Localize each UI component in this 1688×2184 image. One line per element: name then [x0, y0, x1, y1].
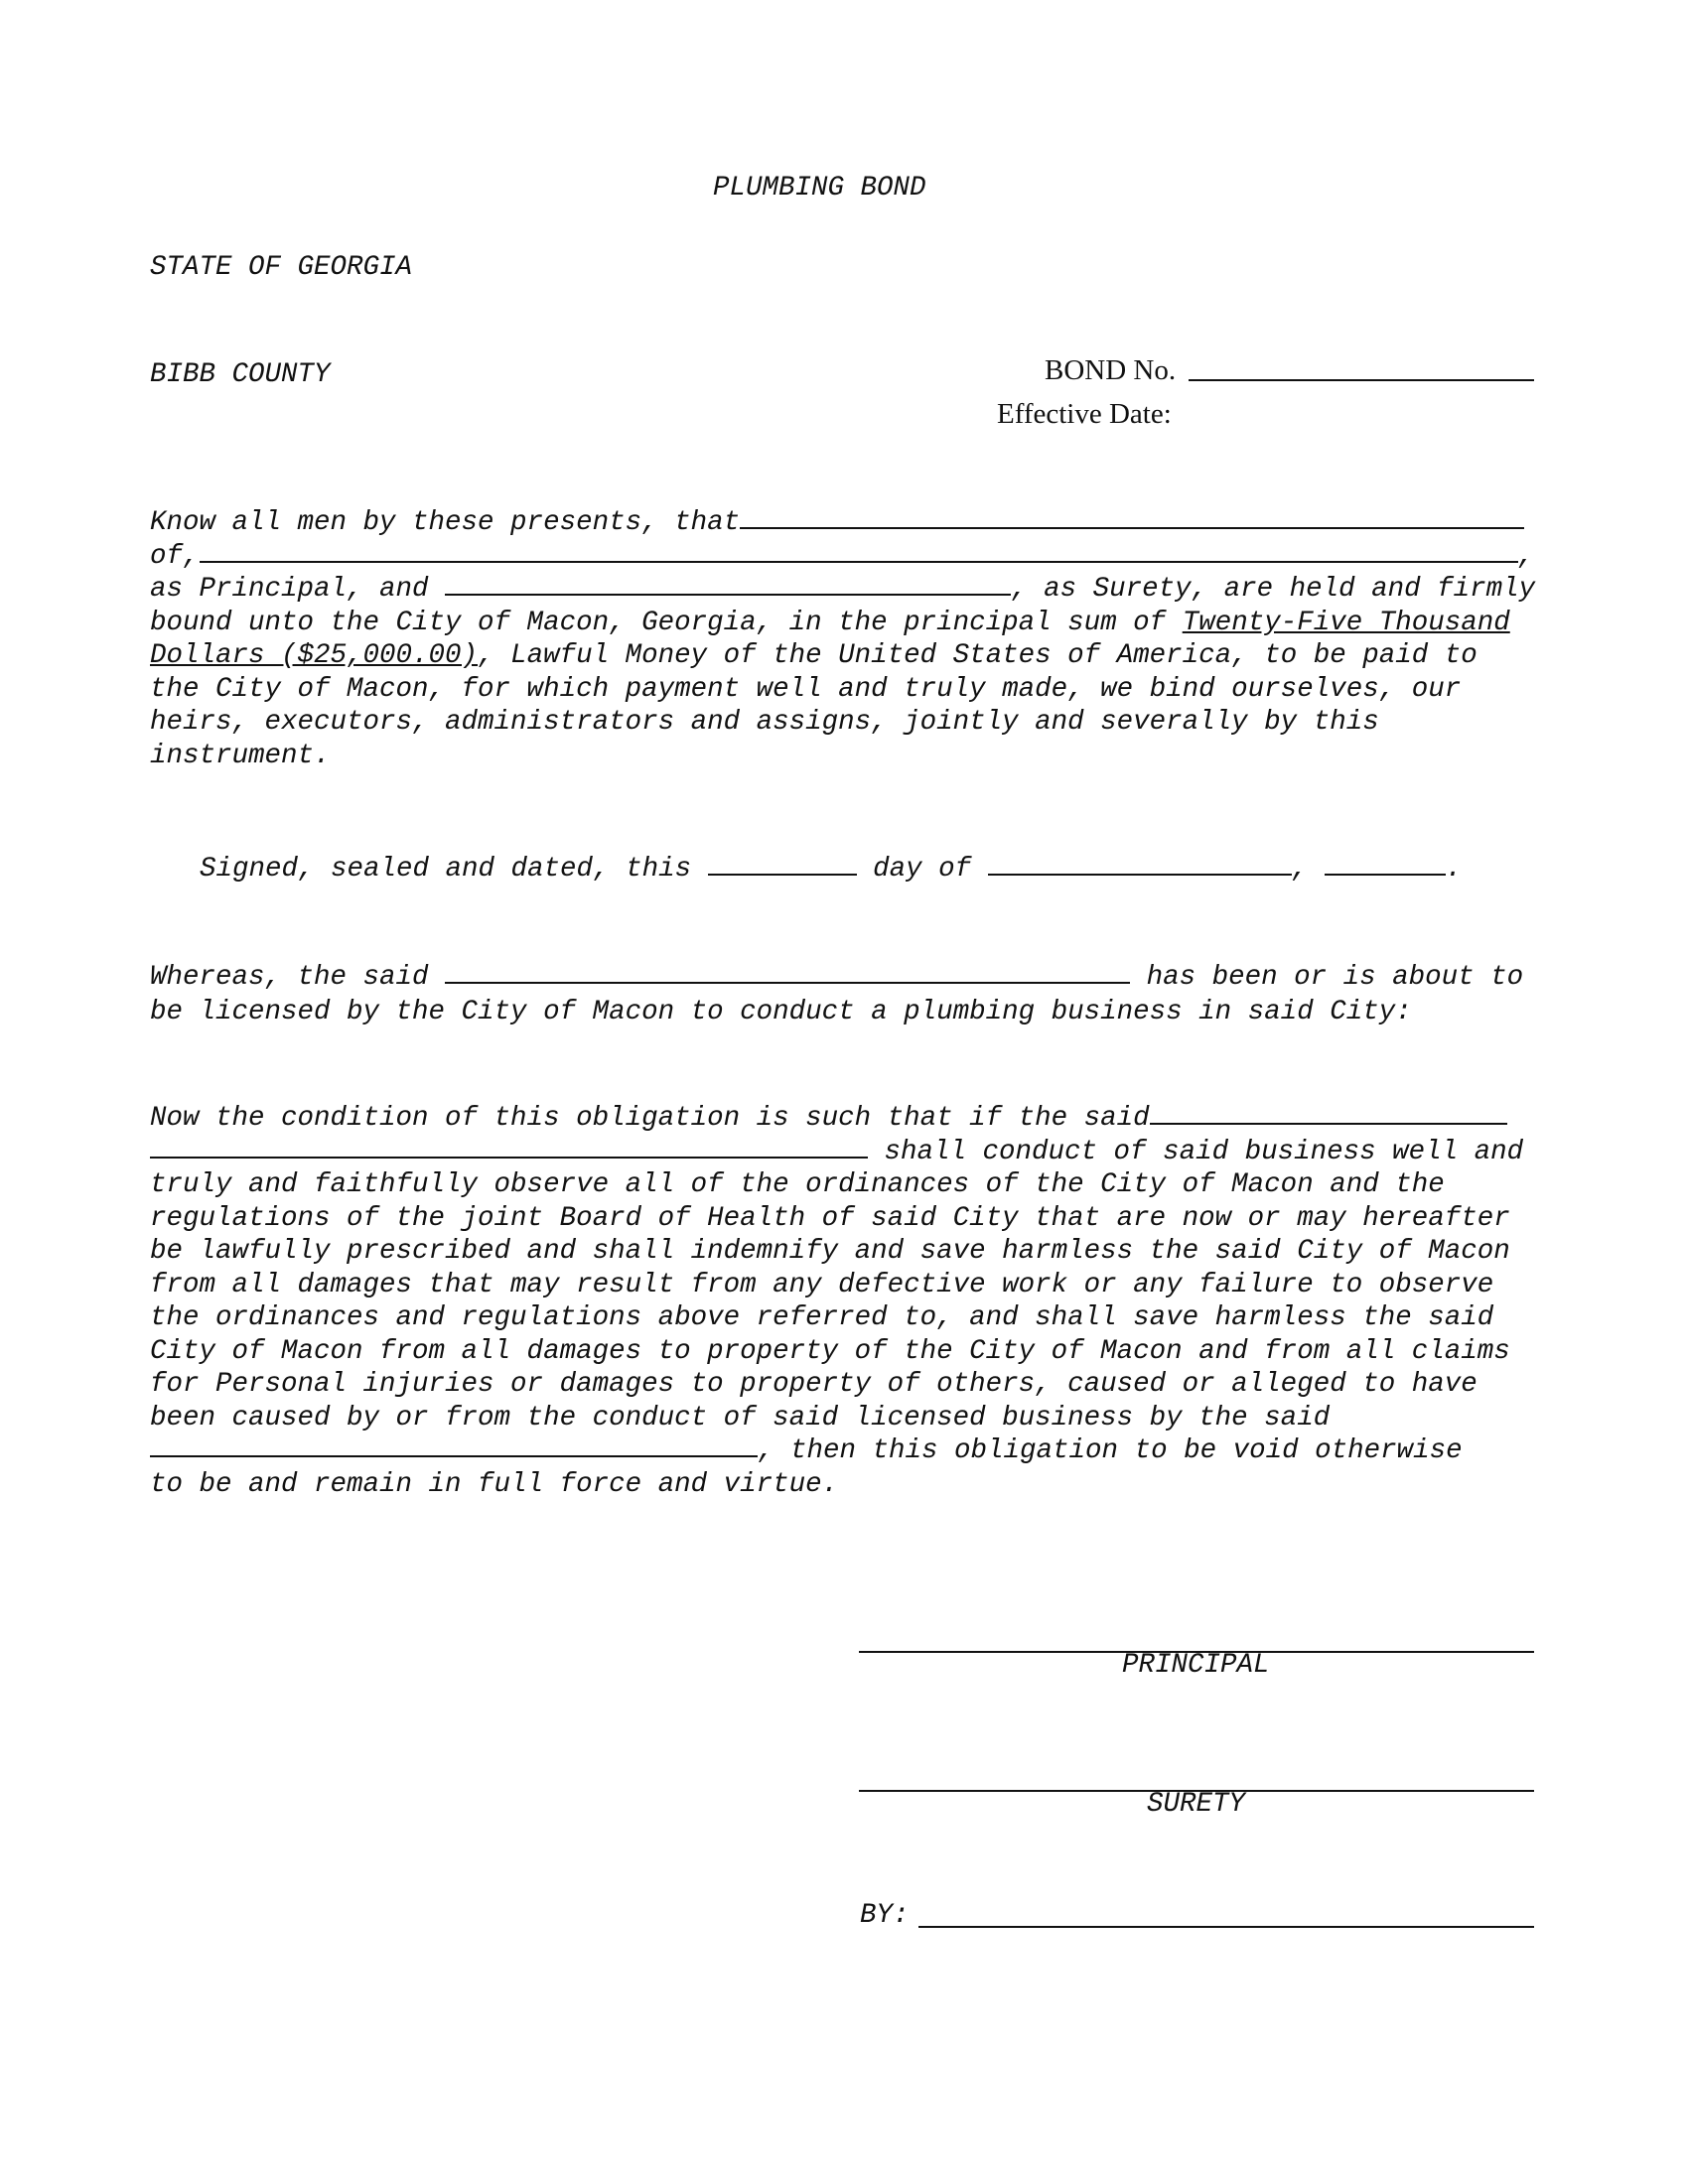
signed-day-field[interactable]	[708, 873, 857, 876]
surety-name-field[interactable]	[445, 593, 1011, 596]
obligation-line-1: Know all men by these presents, that	[150, 506, 1540, 540]
obligation-line-2: of, ,	[150, 540, 1535, 572]
whereas-licensee-field[interactable]	[445, 981, 1130, 984]
signed-line: Signed, sealed and dated, this day of , .	[200, 854, 1463, 885]
condition-line-6: from all damages that may result from any defective work or any failure to observe	[150, 1269, 1494, 1300]
surety-label: SURETY	[1147, 1789, 1246, 1820]
condition-line-2: shall conduct of said business well and	[150, 1136, 1540, 1169]
condition-line-10: been caused by or from the conduct of said licensed business by the said	[150, 1402, 1331, 1433]
condition-line-11: , then this obligation to be void otherwise	[150, 1434, 1540, 1468]
effective-date-label: Effective Date:	[997, 398, 1172, 430]
principal-name-field[interactable]	[740, 526, 1524, 529]
condition-line-8: City of Macon from all damages to property of the City of Macon and from all claims	[150, 1335, 1510, 1367]
obligation-line-7: heirs, executors, administrators and assigns, jointly and severally by this	[150, 707, 1379, 738]
bond-number-field[interactable]	[1189, 379, 1534, 381]
principal-label: PRINCIPAL	[1122, 1650, 1270, 1681]
whereas-line-2: be licensed by the City of Macon to conduct a plumbing business in said City:	[150, 997, 1412, 1027]
whereas-paragraph	[150, 960, 1540, 1029]
by-label: BY:	[860, 1900, 910, 1931]
condition-line-7: the ordinances and regulations above referred to, and shall save harmless the said	[150, 1302, 1494, 1333]
document-title: PLUMBING BOND	[713, 173, 926, 204]
obligation-line-3: as Principal, and , as Surety, are held and firmly	[150, 574, 1536, 605]
obligation-line-5: Dollars ($25,000.00), Lawful Money of the United States of America, to be paid to	[150, 640, 1477, 671]
condition-line-3: truly and faithfully observe all of the ordinances of the City of Macon and the	[150, 1169, 1445, 1200]
signed-year-field[interactable]	[1325, 873, 1446, 876]
condition-line-12: to be and remain in full force and virtue.	[150, 1468, 839, 1500]
obligation-line-8: instrument.	[150, 740, 331, 771]
state-label: STATE OF GEORGIA	[150, 252, 413, 283]
principal-address-field[interactable]	[200, 560, 1518, 563]
obligation-line-4: bound unto the City of Macon, Georgia, in the principal sum of Twenty-Five Thousand	[150, 607, 1510, 638]
condition-line-4: regulations of the joint Board of Health of said City that are now or may hereafter	[150, 1202, 1510, 1234]
county-label: BIBB COUNTY	[150, 359, 331, 390]
bond-amount-figures: Dollars ($25,000.00)	[150, 640, 479, 671]
condition-paragraph	[150, 1102, 1540, 1501]
condition-line-9: for Personal injuries or damages to property of others, caused or alleged to have	[150, 1369, 1477, 1400]
obligation-paragraph	[150, 506, 1540, 772]
condition-licensee-field-a[interactable]	[1150, 1122, 1507, 1125]
by-signature-line[interactable]	[918, 1926, 1534, 1928]
signed-month-field[interactable]	[988, 873, 1292, 876]
condition-line-1: Now the condition of this obligation is such that if the said	[150, 1102, 1540, 1136]
bond-amount-words: Twenty-Five Thousand	[1182, 607, 1510, 638]
condition-licensee-field-c[interactable]	[150, 1454, 758, 1457]
condition-line-5: be lawfully prescribed and shall indemnify and save harmless the said City of Macon	[150, 1236, 1510, 1267]
condition-licensee-field-b[interactable]	[150, 1156, 868, 1159]
obligation-line-6: the City of Macon, for which payment well and truly made, we bind ourselves, our	[150, 673, 1462, 705]
whereas-line-1: Whereas, the said has been or is about to	[150, 962, 1524, 993]
bond-number-label: BOND No.	[1045, 354, 1177, 386]
